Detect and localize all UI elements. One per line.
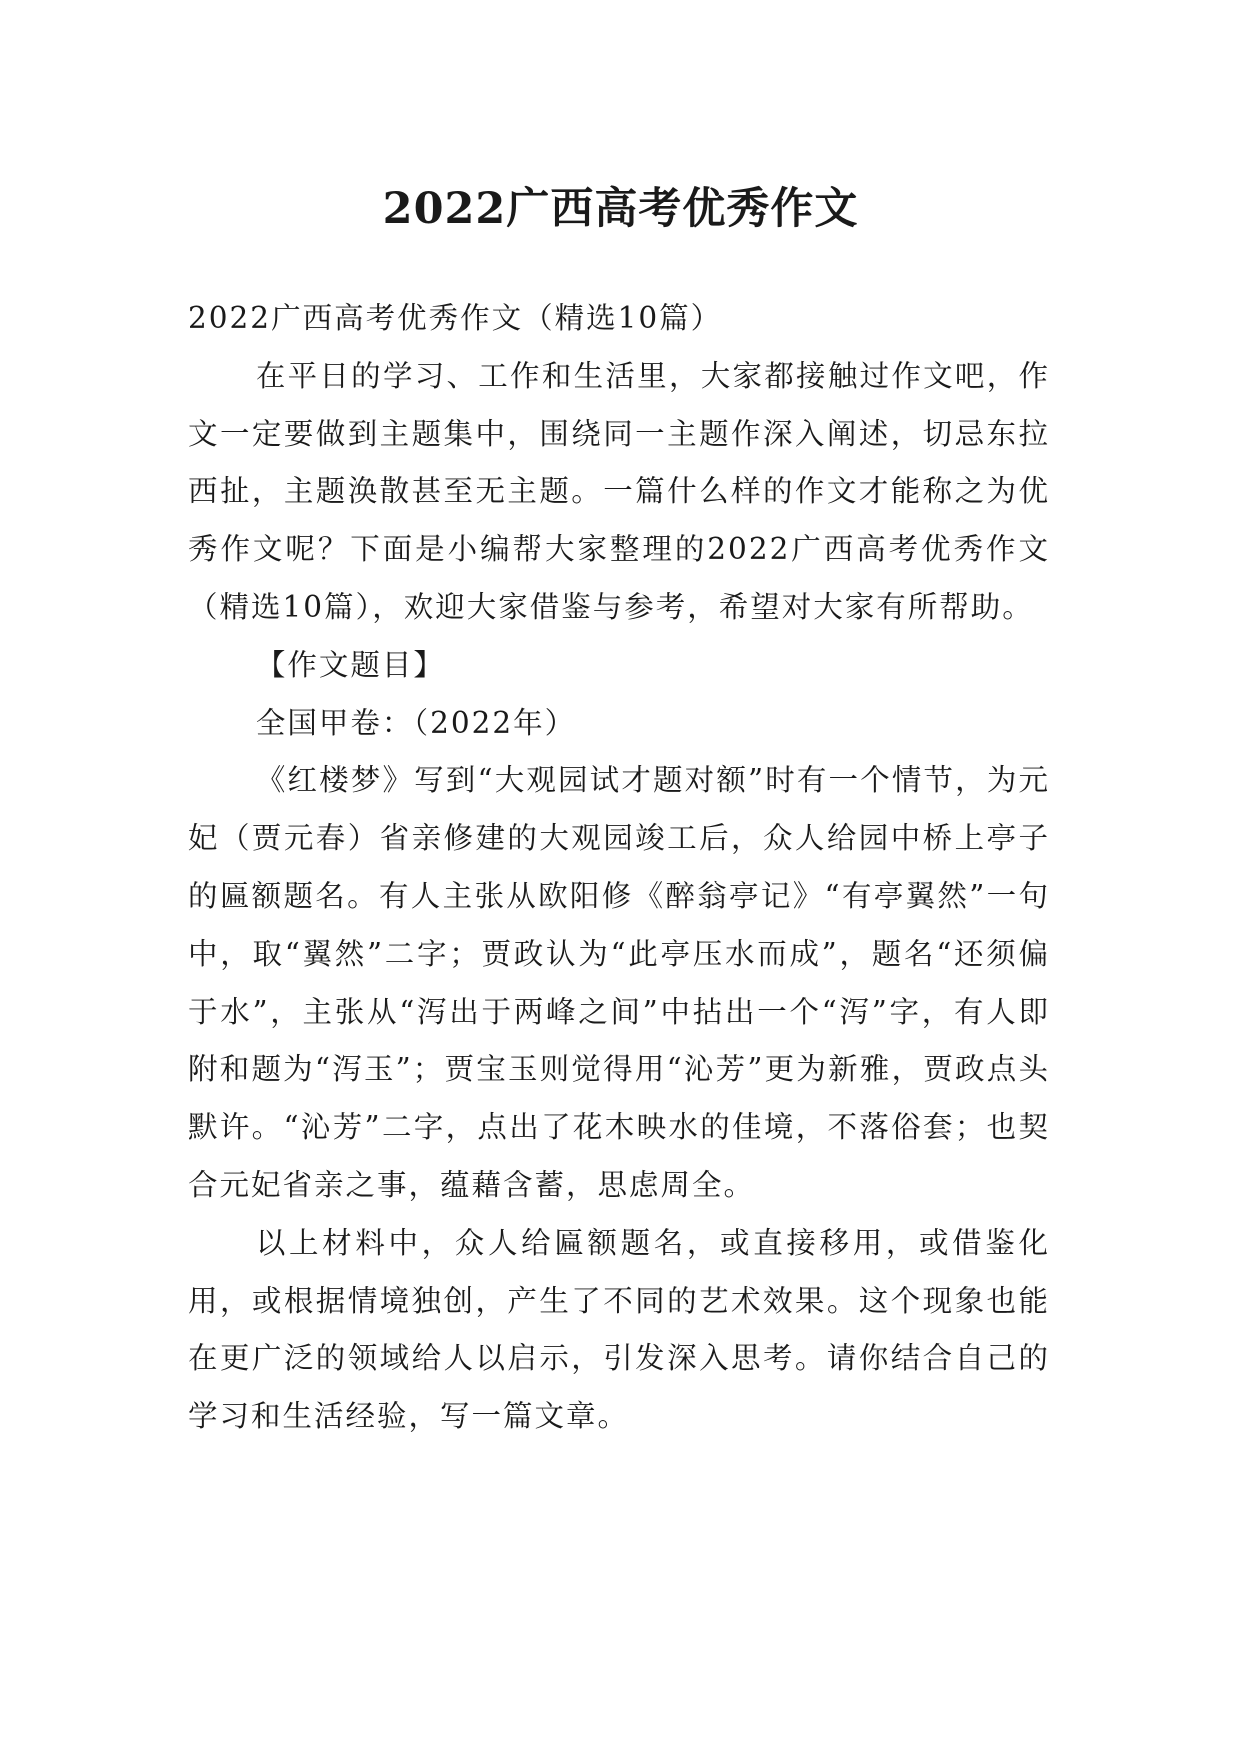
document-subtitle: 2022广西高考优秀作文（精选10篇） bbox=[188, 301, 723, 335]
document-body bbox=[188, 290, 1050, 1446]
section-heading: 【作文题目】 bbox=[255, 647, 445, 682]
document-title: 2022广西高考优秀作文 bbox=[382, 183, 859, 234]
prompt-paragraph: 以上材料中，众人给匾额题名，或直接移用，或借鉴化用，或根据情境独创，产生了不同的艺术效果。这个现象也能在更广泛的领域给人以启示，引发深入思考。请你结合自己的学习和生活经验，写一篇文章。 bbox=[188, 1225, 1050, 1434]
intro-paragraph: 在平日的学习、工作和生活里，大家都接触过作文吧，作文一定要做到主题集中，围绕同一主题作深入阐述，切忌东拉西扯，主题涣散甚至无主题。一篇什么样的作文才能称之为优秀作文呢？下面是小编帮大家整理的2022广西高考优秀作文（精选10篇），欢迎大家借鉴与参考，希望对大家有所帮助。 bbox=[188, 358, 1050, 624]
material-paragraph: 《红楼梦》写到“大观园试才题对额”时有一个情节，为元妃（贾元春）省亲修建的大观园竣工后，众人给园中桥上亭子的匾额题名。有人主张从欧阳修《醉翁亭记》“有亭翼然”一句中，取“翼然”二字；贾政认为“此亭压水而成”，题名“还须偏于水”，主张从“泻出于两峰之间”中拈出一个“泻”字，有人即附和题为“泻玉”；贾宝玉则觉得用“沁芳”更为新雅，贾政点头默许。“沁芳”二字，点出了花木映水的佳境，不落俗套；也契合元妃省亲之事，蕴藉含蓄，思虑周全。 bbox=[188, 763, 1050, 1202]
exam-label: 全国甲卷：（2022年） bbox=[255, 705, 577, 740]
